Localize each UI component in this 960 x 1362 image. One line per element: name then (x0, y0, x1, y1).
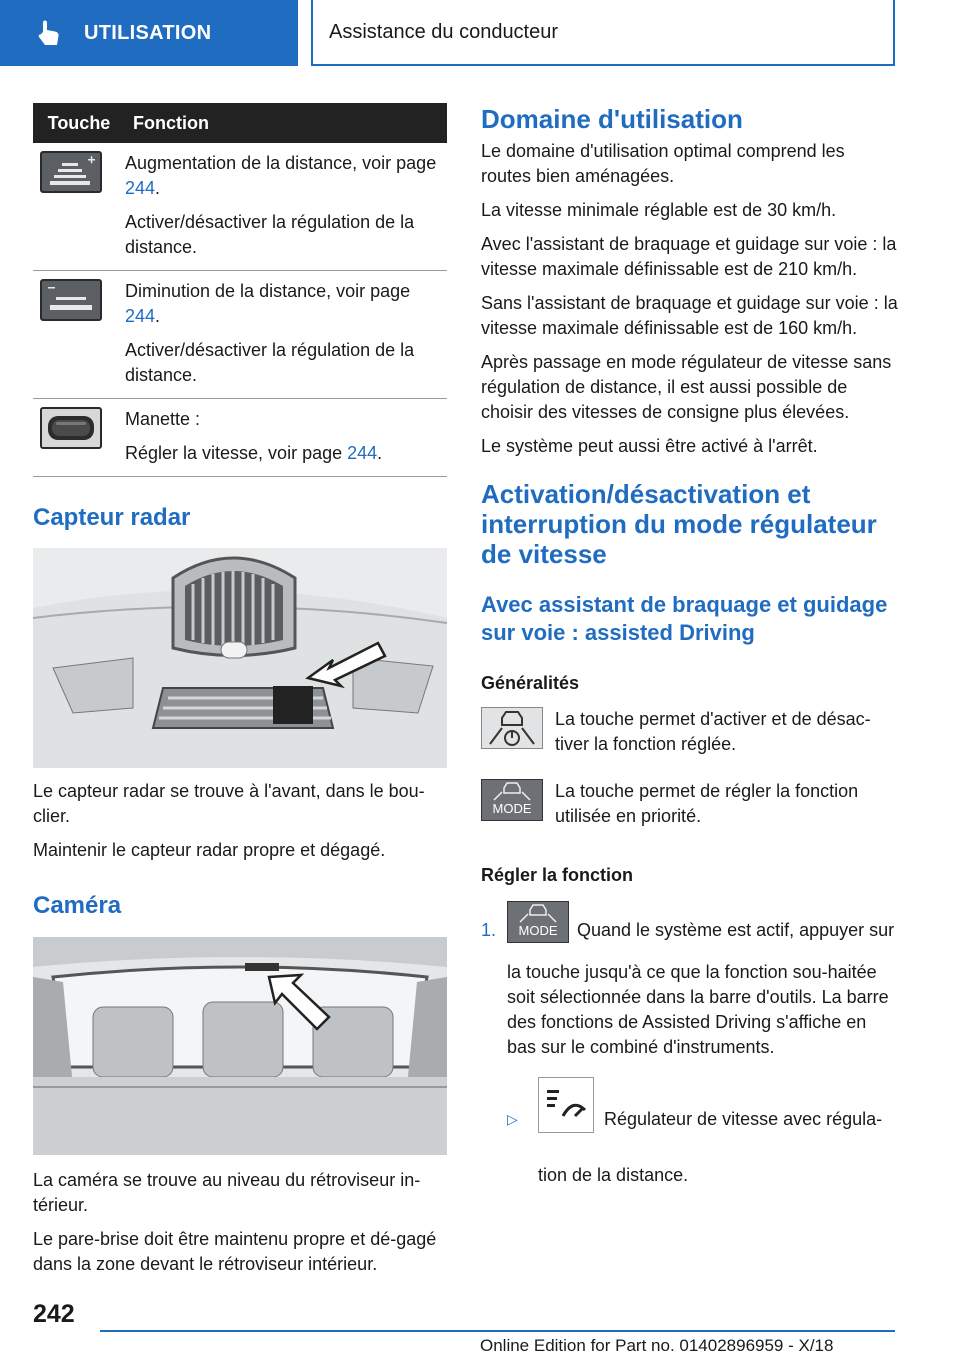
function-line: Activer/désactiver la régulation de la distance. (125, 340, 415, 385)
mode-key-inline-icon (507, 901, 569, 943)
assist-toggle-icon (481, 707, 543, 749)
edition-note: Online Edition for Part no. 01402896959 - X/18 (480, 1336, 834, 1355)
usage-paragraph: Le domaine d'utilisation optimal comprend les routes bien aménagées. (481, 141, 845, 186)
table-row (33, 143, 447, 271)
step-number: 1. (481, 920, 497, 940)
page-number: 242 (33, 1300, 75, 1328)
page-link[interactable]: 244 (125, 178, 156, 198)
assisted-driving-heading: Avec assistant de braquage et guidage sur voie : assisted Driving (481, 592, 888, 645)
page-link[interactable]: 244 (347, 443, 378, 463)
key-description-row (481, 707, 899, 757)
step-item (481, 901, 899, 1185)
set-function-heading: Régler la fonction (481, 865, 634, 885)
table-row (33, 271, 447, 399)
camera-paragraph: La caméra se trouve au niveau du rétroviseur in-térieur. (33, 1170, 421, 1215)
activation-heading: Activation/désactivation et interruption du mode régulateur de vitesse (481, 479, 877, 569)
radar-heading: Capteur radar (33, 504, 191, 531)
function-line: Activer/désactiver la régulation de la distance. (125, 212, 415, 257)
radar-paragraph: Le capteur radar se trouve à l'avant, dans le bou-clier. (33, 781, 425, 826)
mode-key-icon (481, 779, 543, 821)
right-column (481, 103, 899, 1185)
usage-paragraph: Avec l'assistant de braquage et guidage sur voie : la vitesse maximale définissable est de 210 km/h. (481, 234, 897, 279)
function-line: Diminution de la distance, voir page 244. (125, 281, 411, 326)
hand-pointer-icon (34, 18, 64, 48)
section-tab[interactable] (0, 0, 298, 66)
mode-label: MODE (492, 801, 532, 816)
radar-paragraph: Maintenir le capteur radar propre et dégagé. (33, 840, 386, 860)
section-label: UTILISATION (84, 21, 212, 44)
footer-divider (100, 1330, 895, 1332)
bullet-text: Régulateur de vitesse avec régula-tion de la distance. (538, 1109, 883, 1185)
radar-sensor-illustration (33, 548, 447, 768)
table-row (33, 399, 447, 477)
mode-label: MODE (518, 923, 558, 938)
usage-heading: Domaine d'utilisation (481, 104, 743, 134)
function-line: Manette : (125, 409, 201, 429)
usage-paragraph: Sans l'assistant de braquage et guidage sur voie : la vitesse maximale définissable est de 160 km/h. (481, 293, 898, 338)
page-link[interactable]: 244 (125, 306, 156, 326)
distance-decrease-icon (40, 279, 102, 321)
key-function-table (33, 103, 447, 477)
chapter-title: Assistance du conducteur (329, 20, 559, 43)
rocker-switch-icon (40, 407, 102, 449)
bullet-marker: ▷ (507, 1111, 518, 1127)
chapter-header (311, 0, 895, 66)
key-description-row (481, 779, 899, 829)
camera-paragraph: Le pare-brise doit être maintenu propre et dé-gagé dans la zone devant le rétroviseur intérieur. (33, 1229, 437, 1274)
acc-distance-icon (538, 1077, 594, 1133)
usage-paragraph: Le système peut aussi être activé à l'arrêt. (481, 436, 818, 456)
key-description: La touche permet de régler la fonction utilisée en priorité. (555, 781, 859, 826)
camera-illustration (33, 937, 447, 1155)
key-description: La touche permet d'activer et de désac-tiver la fonction réglée. (555, 709, 871, 754)
function-line: Régler la vitesse, voir page 244. (125, 443, 383, 463)
usage-paragraph: Après passage en mode régulateur de vitesse sans régulation de distance, il est aussi possible de choisir des vitesses de consigne plus élevées. (481, 352, 892, 422)
left-column (33, 103, 447, 1286)
col-header-function: Fonction (125, 103, 447, 143)
function-line: Augmentation de la distance, voir page 244. (125, 153, 437, 198)
step-text: Quand le système est actif, appuyer sur la touche jusqu'à ce que la fonction sou-haitée soit sélectionnée dans la barre d'outils. La barre des fonctions de Assisted Driving s'affiche en bas sur le combiné d'instruments. (507, 920, 895, 1057)
camera-heading: Caméra (33, 892, 122, 919)
usage-text (481, 139, 899, 459)
usage-paragraph: La vitesse minimale réglable est de 30 km/h. (481, 200, 837, 220)
general-heading: Généralités (481, 673, 580, 693)
distance-increase-icon (40, 151, 102, 193)
bullet-item (507, 1077, 899, 1185)
col-header-key: Touche (33, 103, 125, 143)
